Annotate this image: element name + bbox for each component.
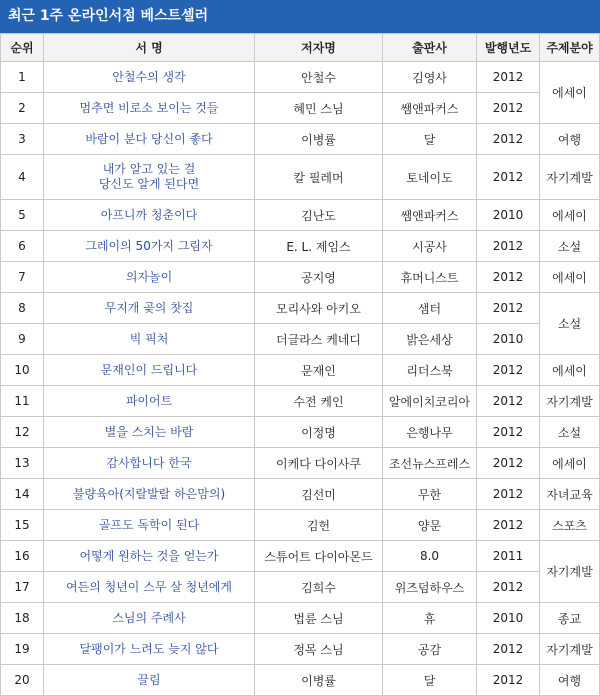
subject-cell: 자녀교육 [540,479,600,510]
subject-cell: 자기계발 [540,634,600,665]
title-line: 끌림 [137,672,161,687]
author-cell: 문재인 [255,355,383,386]
author-cell: 정목 스님 [255,634,383,665]
title-line: 골프도 독학이 된다 [98,517,200,532]
author-cell: 혜민 스님 [255,93,383,124]
rank-cell: 13 [1,448,44,479]
year-cell: 2012 [477,355,540,386]
publisher-cell: 알에이치코리아 [383,386,477,417]
title-line: 여든의 청년이 스무 살 청년에게 [66,579,232,594]
author-cell: 이케다 다이사쿠 [255,448,383,479]
title-line: 무지개 곶의 찻집 [104,300,194,315]
title-cell [44,355,255,386]
publisher-cell: 쌤앤파커스 [383,93,477,124]
publisher-cell: 공감 [383,634,477,665]
subject-cell: 에세이 [540,355,600,386]
author-cell: 공지영 [255,262,383,293]
year-cell: 2012 [477,665,540,696]
rank-cell: 9 [1,324,44,355]
author-cell: 더글라스 케네디 [255,324,383,355]
title-cell [44,200,255,231]
title-line: 감사합니다 한국 [106,455,192,470]
subject-cell: 에세이 [540,262,600,293]
table-row [1,448,600,479]
year-cell: 2012 [477,479,540,510]
title-cell [44,124,255,155]
rank-cell: 14 [1,479,44,510]
rank-cell: 12 [1,417,44,448]
table-row [1,355,600,386]
table-row [1,572,600,603]
rank-cell: 3 [1,124,44,155]
author-cell: 김선미 [255,479,383,510]
title-line: 달팽이가 느려도 늦지 않다 [79,641,219,656]
author-cell: 모리사와 아키오 [255,293,383,324]
year-cell: 2010 [477,603,540,634]
publisher-cell: 리더스북 [383,355,477,386]
publisher-cell: 8.0 [383,541,477,572]
table-row [1,62,600,93]
title-line: 바람이 분다 당신이 좋다 [85,131,213,146]
year-cell: 2012 [477,262,540,293]
subject-cell: 에세이 [540,200,600,231]
title-line: 빅 픽처 [129,331,169,346]
subject-cell: 스포츠 [540,510,600,541]
title-line: 안철수의 생각 [112,69,186,84]
rank-cell: 10 [1,355,44,386]
year-cell: 2012 [477,417,540,448]
table-row [1,324,600,355]
publisher-cell: 은행나무 [383,417,477,448]
subject-cell: 에세이 [540,62,600,124]
publisher-cell: 달 [383,124,477,155]
rank-cell: 17 [1,572,44,603]
title-line: 문재인이 드립니다 [100,362,198,377]
author-cell: 수전 케인 [255,386,383,417]
year-cell: 2011 [477,541,540,572]
table-row [1,155,600,200]
table-row [1,262,600,293]
year-cell: 2012 [477,448,540,479]
rank-cell: 6 [1,231,44,262]
publisher-cell: 시공사 [383,231,477,262]
rank-cell: 15 [1,510,44,541]
title-cell [44,386,255,417]
rank-cell: 7 [1,262,44,293]
year-cell: 2012 [477,124,540,155]
title-line: 멈추면 비로소 보이는 것들 [79,100,219,115]
table-row [1,541,600,572]
title-cell [44,62,255,93]
title-cell [44,293,255,324]
rank-cell: 16 [1,541,44,572]
rank-cell: 18 [1,603,44,634]
title-line: 별을 스치는 바람 [104,424,194,439]
year-cell: 2010 [477,200,540,231]
subject-cell: 소설 [540,293,600,355]
title-line: 스님의 주례사 [112,610,186,625]
table-row [1,510,600,541]
title-line: 그레이의 50가지 그림자 [85,238,213,253]
title-line: 파이어트 [125,393,173,408]
table-row [1,124,600,155]
column-header-year: 발행년도 [477,34,540,62]
column-header-rank: 순위 [1,34,44,62]
title-cell [44,262,255,293]
table-row [1,417,600,448]
title-line: 불량육아(지랄발랄 하은맘의) [72,486,226,501]
rank-cell: 2 [1,93,44,124]
subject-cell: 에세이 [540,448,600,479]
table-row [1,200,600,231]
table-row [1,386,600,417]
year-cell: 2010 [477,324,540,355]
author-cell: 김헌 [255,510,383,541]
year-cell: 2012 [477,93,540,124]
year-cell: 2012 [477,386,540,417]
column-header-title: 서 명 [44,34,255,62]
table-row [1,93,600,124]
column-header-subject: 주제분야 [540,34,600,62]
title-line: 당신도 알게 된다면 [98,177,200,191]
title-line: 어떻게 원하는 것을 얻는가 [79,548,219,563]
subject-cell: 종교 [540,603,600,634]
author-cell: 이병률 [255,665,383,696]
author-cell: 법륜 스님 [255,603,383,634]
title-line: 의자놀이 [125,269,173,284]
title-cell [44,603,255,634]
table-row [1,479,600,510]
title-cell [44,448,255,479]
author-cell: 안철수 [255,62,383,93]
rank-cell: 20 [1,665,44,696]
column-header-publisher: 출판사 [383,34,477,62]
year-cell: 2012 [477,62,540,93]
title-cell [44,324,255,355]
publisher-cell: 휴 [383,603,477,634]
subject-cell: 여행 [540,665,600,696]
publisher-cell: 토네이도 [383,155,477,200]
page-title: 최근 1주 온라인서점 베스트셀러 [0,0,600,33]
title-cell [44,541,255,572]
title-cell [44,93,255,124]
subject-cell: 자기계발 [540,541,600,603]
rank-cell: 11 [1,386,44,417]
column-header-author: 저자명 [255,34,383,62]
subject-cell: 자기계발 [540,386,600,417]
title-cell [44,231,255,262]
publisher-cell: 조선뉴스프레스 [383,448,477,479]
author-cell: 이정명 [255,417,383,448]
author-cell: 김희수 [255,572,383,603]
title-cell [44,510,255,541]
title-line: 아프니까 청춘이다 [100,207,198,222]
title-line: 내가 알고 있는 걸 [102,162,196,176]
rank-cell: 8 [1,293,44,324]
title-cell [44,417,255,448]
title-cell [44,572,255,603]
year-cell: 2012 [477,510,540,541]
title-cell [44,479,255,510]
year-cell: 2012 [477,634,540,665]
year-cell: 2012 [477,293,540,324]
rank-cell: 1 [1,62,44,93]
table-header-row [1,34,600,62]
subject-cell: 자기계발 [540,155,600,200]
table-body [1,62,600,696]
author-cell: 칼 필레머 [255,155,383,200]
author-cell: 이병률 [255,124,383,155]
publisher-cell: 샘터 [383,293,477,324]
year-cell: 2012 [477,572,540,603]
table-row [1,231,600,262]
author-cell: 김난도 [255,200,383,231]
title-cell [44,634,255,665]
rank-cell: 4 [1,155,44,200]
rank-cell: 19 [1,634,44,665]
bestseller-table [0,33,600,696]
publisher-cell: 양문 [383,510,477,541]
year-cell: 2012 [477,155,540,200]
publisher-cell: 휴머니스트 [383,262,477,293]
publisher-cell: 쌤앤파커스 [383,200,477,231]
rank-cell: 5 [1,200,44,231]
subject-cell: 소설 [540,417,600,448]
publisher-cell: 밝은세상 [383,324,477,355]
publisher-cell: 김영사 [383,62,477,93]
table-row [1,634,600,665]
author-cell: E. L. 제임스 [255,231,383,262]
subject-cell: 여행 [540,124,600,155]
table-row [1,603,600,634]
publisher-cell: 위즈덤하우스 [383,572,477,603]
author-cell: 스튜어트 다이아몬드 [255,541,383,572]
title-cell [44,155,255,200]
subject-cell: 소설 [540,231,600,262]
year-cell: 2012 [477,231,540,262]
table-row [1,293,600,324]
publisher-cell: 무한 [383,479,477,510]
publisher-cell: 달 [383,665,477,696]
